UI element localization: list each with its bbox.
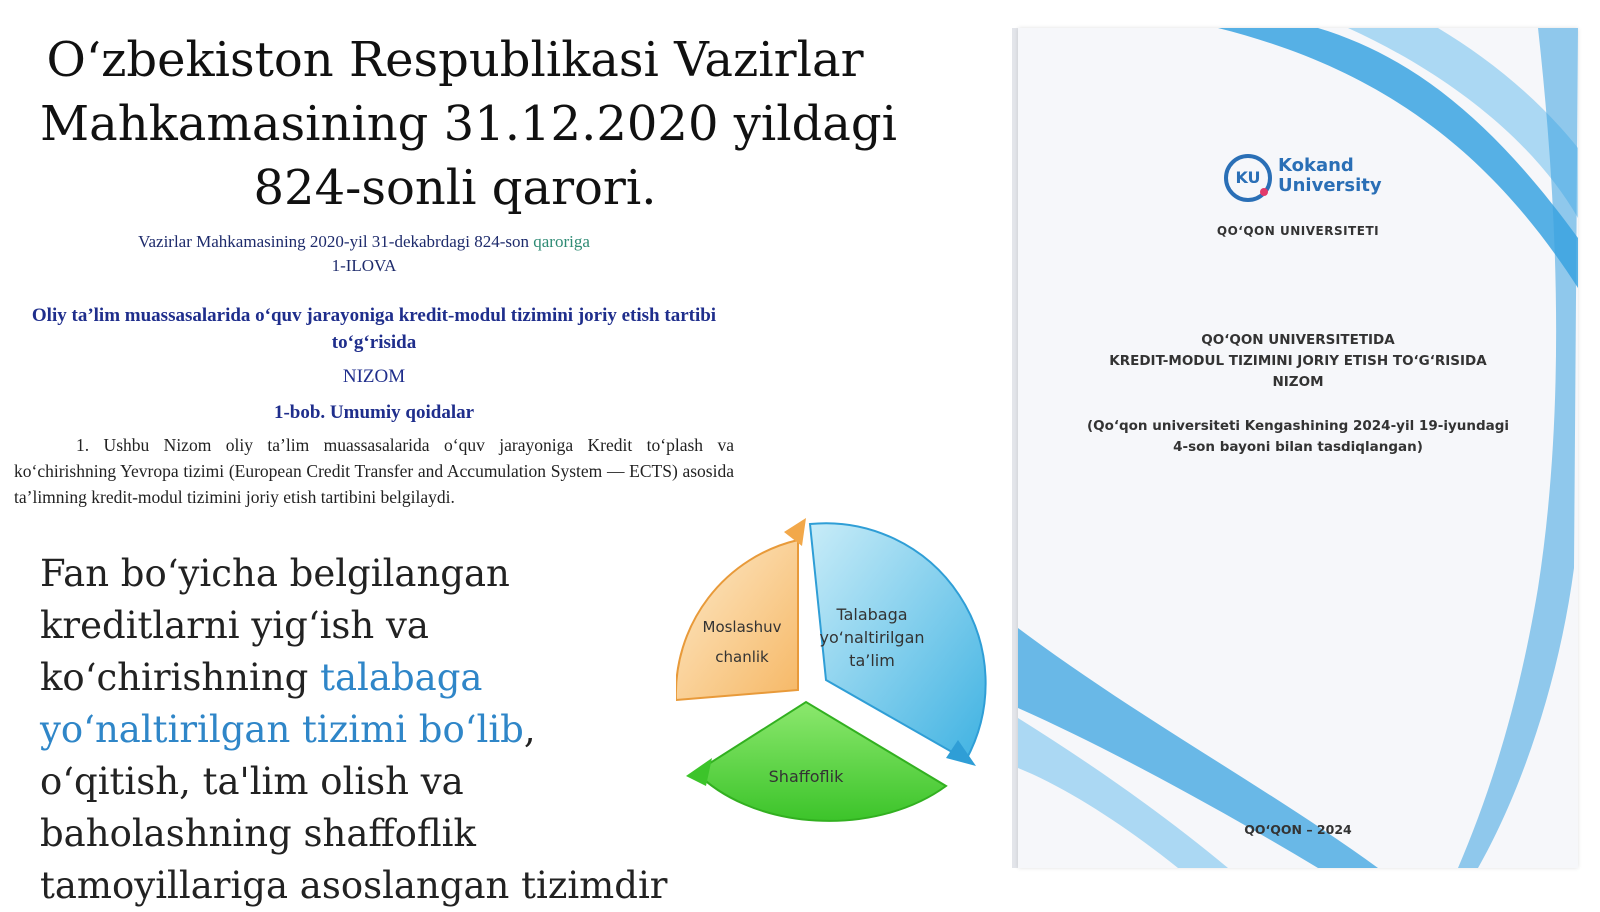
cover-title-line-1: QO‘QON UNIVERSITETIDA bbox=[1201, 332, 1395, 348]
cover-note-line-2: 4-son bayoni bilan tasdiqlangan) bbox=[1173, 439, 1423, 455]
statement-highlight: talabaga yo‘naltirilgan tizimi bo‘lib bbox=[40, 656, 524, 751]
document-cover bbox=[1018, 28, 1578, 868]
cover-university-name: QO‘QON UNIVERSITETI bbox=[1216, 224, 1380, 238]
paragraph-1: 1. Ushbu Nizom oliy ta’lim muassasalarida o‘quv jarayoniga Kredit to‘plash va ko‘chirishning Yevropa tizimi (European Credit Transfer and Accumulation System — ECTS) asosida ta’limning kredit-modul tizimini joriy etish tartibini belgilaydi. bbox=[14, 435, 734, 507]
statement-part-1: Fan bo‘yicha belgilangan kreditlarni yig‘ish va ko‘chirishning bbox=[40, 552, 510, 699]
regulation-title bbox=[14, 302, 734, 356]
cover-note-line-1: (Qo‘qon universiteti Kengashining 2024-yil 19-iyundagi bbox=[1086, 418, 1510, 434]
regulation-title-line-2: to‘g‘risida bbox=[331, 332, 417, 353]
reference-text: Vazirlar Mahkamasining 2020-yil 31-dekabrdagi 824-son bbox=[138, 232, 529, 251]
definition-statement bbox=[40, 548, 690, 912]
regulation-excerpt bbox=[14, 230, 734, 510]
reference-link[interactable]: qaroriga bbox=[533, 232, 590, 251]
segment-label-chanlik: chanlik bbox=[715, 648, 769, 666]
cycle-diagram bbox=[676, 510, 1006, 870]
cover-title-line-2: KREDIT-MODUL TIZIMINI JORIY ETISH TO‘G‘RISIDA bbox=[1109, 353, 1487, 369]
slide-title-line-1: O‘zbekiston Respublikasi Vazirlar bbox=[46, 32, 864, 88]
chapter-heading: 1-bob. Umumiy qoidalar bbox=[273, 402, 475, 423]
cover-title-line-3: NIZOM bbox=[1272, 374, 1324, 390]
regulation-title-line-1: Oliy ta’lim muassasalarida o‘quv jarayoniga kredit-modul tizimini joriy etish tartibi bbox=[31, 305, 717, 326]
slide-title-line-2: Mahkamasining 31.12.2020 yildagi bbox=[40, 96, 897, 152]
segment-label-moslashuv: Moslashuv bbox=[702, 618, 782, 636]
segment-label-talim: ta’lim bbox=[849, 651, 895, 670]
logo-dot bbox=[1260, 188, 1268, 196]
slide-title-line-3: 824-sonli qarori. bbox=[253, 160, 657, 216]
slide-title bbox=[40, 28, 897, 220]
cover-footer: QO‘QON – 2024 bbox=[1244, 822, 1352, 837]
logo-line-1: Kokand bbox=[1278, 155, 1354, 176]
cover-title bbox=[1018, 330, 1578, 393]
university-logo bbox=[1224, 154, 1384, 204]
reference-line bbox=[0, 230, 734, 254]
logo-line-2: University bbox=[1278, 175, 1382, 196]
statement-part-2: , o‘qitish, ta'lim olish va baholashning shaffoflik tamoyillariga asoslangan tizimdir bbox=[40, 708, 668, 907]
segment-label-yonaltirilgan: yo‘naltirilgan bbox=[819, 628, 925, 647]
segment-label-shaffoflik: Shaffoflik bbox=[768, 767, 844, 786]
cover-approval-note bbox=[1018, 416, 1578, 458]
appendix-label: 1-ILOVA bbox=[331, 256, 397, 275]
nizom-label: NIZOM bbox=[342, 366, 406, 387]
segment-label-talabaga: Talabaga bbox=[836, 605, 908, 624]
logo-text bbox=[1278, 156, 1382, 196]
logo-badge: KU bbox=[1224, 154, 1272, 202]
